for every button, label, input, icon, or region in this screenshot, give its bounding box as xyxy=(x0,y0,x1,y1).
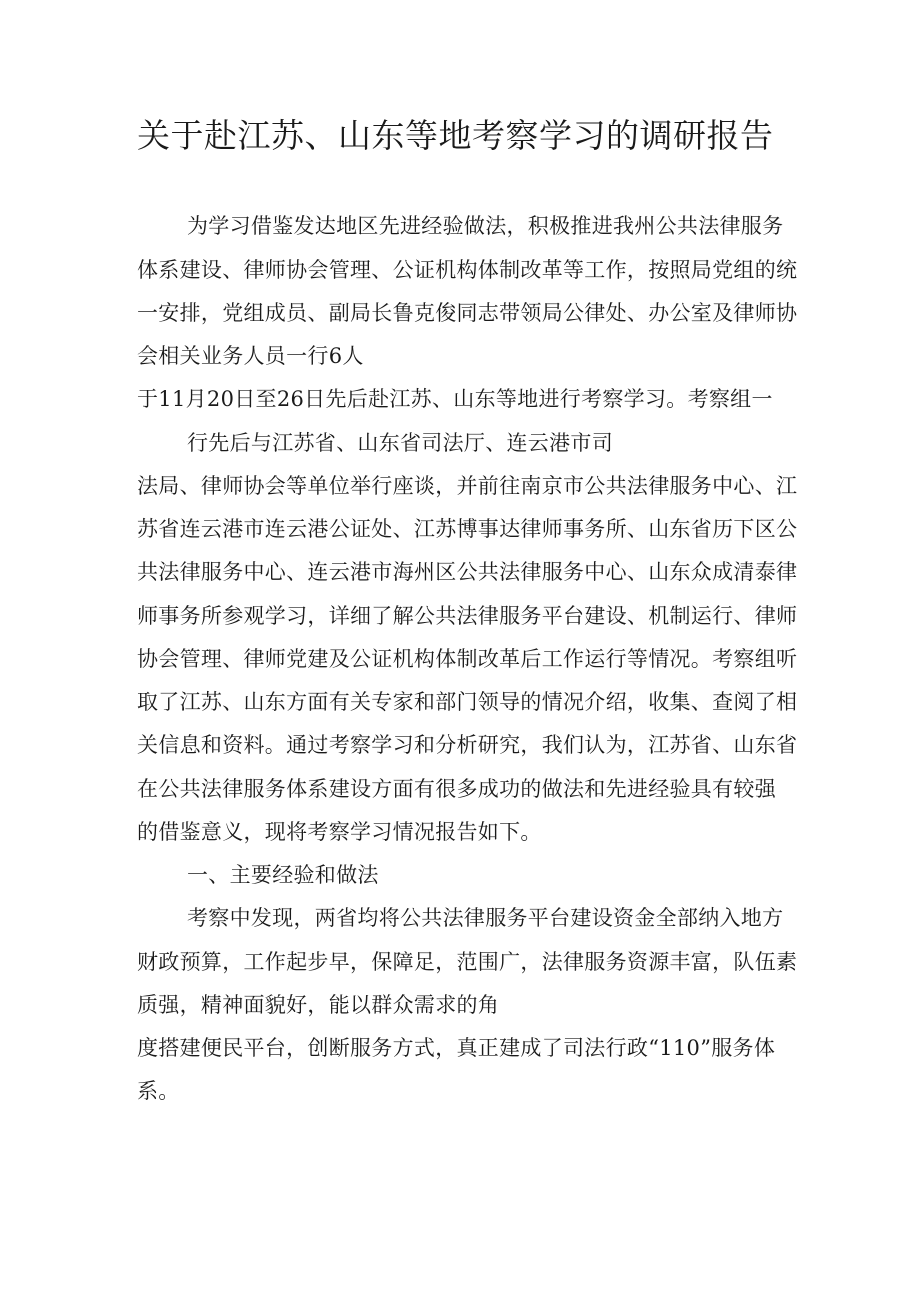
paragraph-line: 一安排，党组成员、副局长鲁克俊同志带领局公律处、办公室及律师协 xyxy=(137,301,798,325)
paragraph-line: 在公共法律服务体系建设方面有很多成功的做法和先进经验具有较强 xyxy=(137,777,776,801)
paragraph-line: 考察中发现，两省均将公共法律服务平台建设资金全部纳入地方 xyxy=(187,906,784,930)
section-heading: 一、主要经验和做法 xyxy=(187,863,379,887)
paragraph-line: 会相关业务人员一行6人 xyxy=(137,344,364,368)
paragraph-line: 为学习借鉴发达地区先进经验做法，积极推进我州公共法律服务 xyxy=(187,214,784,238)
paragraph-line: 的借鉴意义，现将考察学习情况报告如下。 xyxy=(137,820,542,844)
paragraph-line: 系。 xyxy=(137,1079,180,1103)
paragraph-line: 体系建设、律师协会管理、公证机构体制改革等工作，按照局党组的统 xyxy=(137,258,798,282)
paragraph-line: 法局、律师协会等单位举行座谈，并前往南京市公共法律服务中心、江 xyxy=(137,474,798,498)
paragraph-line: 行先后与江苏省、山东省司法厅、连云港市司 xyxy=(187,431,613,455)
paragraph-line: 师事务所参观学习，详细了解公共法律服务平台建设、机制运行、律师 xyxy=(137,604,798,628)
paragraph-line: 取了江苏、山东方面有关专家和部门领导的情况介绍，收集、查阅了相 xyxy=(137,690,798,714)
paragraph-line: 苏省连云港市连云港公证处、江苏博事达律师事务所、山东省历下区公 xyxy=(137,517,798,541)
paragraph-line: 质强，精神面貌好，能以群众需求的角 xyxy=(137,993,500,1017)
document-title: 关于赴江苏、山东等地考察学习的调研报告 xyxy=(137,116,774,155)
paragraph-line: 度搭建便民平台，创断服务方式，真正建成了司法行政“110”服务体 xyxy=(137,1036,776,1060)
paragraph-line: 财政预算，工作起步早，保障足，范围广，法律服务资源丰富，队伍素 xyxy=(137,950,798,974)
paragraph-line: 于11月20日至26日先后赴江苏、山东等地进行考察学习。考察组一 xyxy=(137,387,773,411)
paragraph-line: 关信息和资料。通过考察学习和分析研究，我们认为，江苏省、山东省 xyxy=(137,733,798,757)
paragraph-line: 协会管理、律师党建及公证机构体制改革后工作运行等情况。考察组听 xyxy=(137,647,798,671)
paragraph-line: 共法律服务中心、连云港市海州区公共法律服务中心、山东众成清泰律 xyxy=(137,560,798,584)
